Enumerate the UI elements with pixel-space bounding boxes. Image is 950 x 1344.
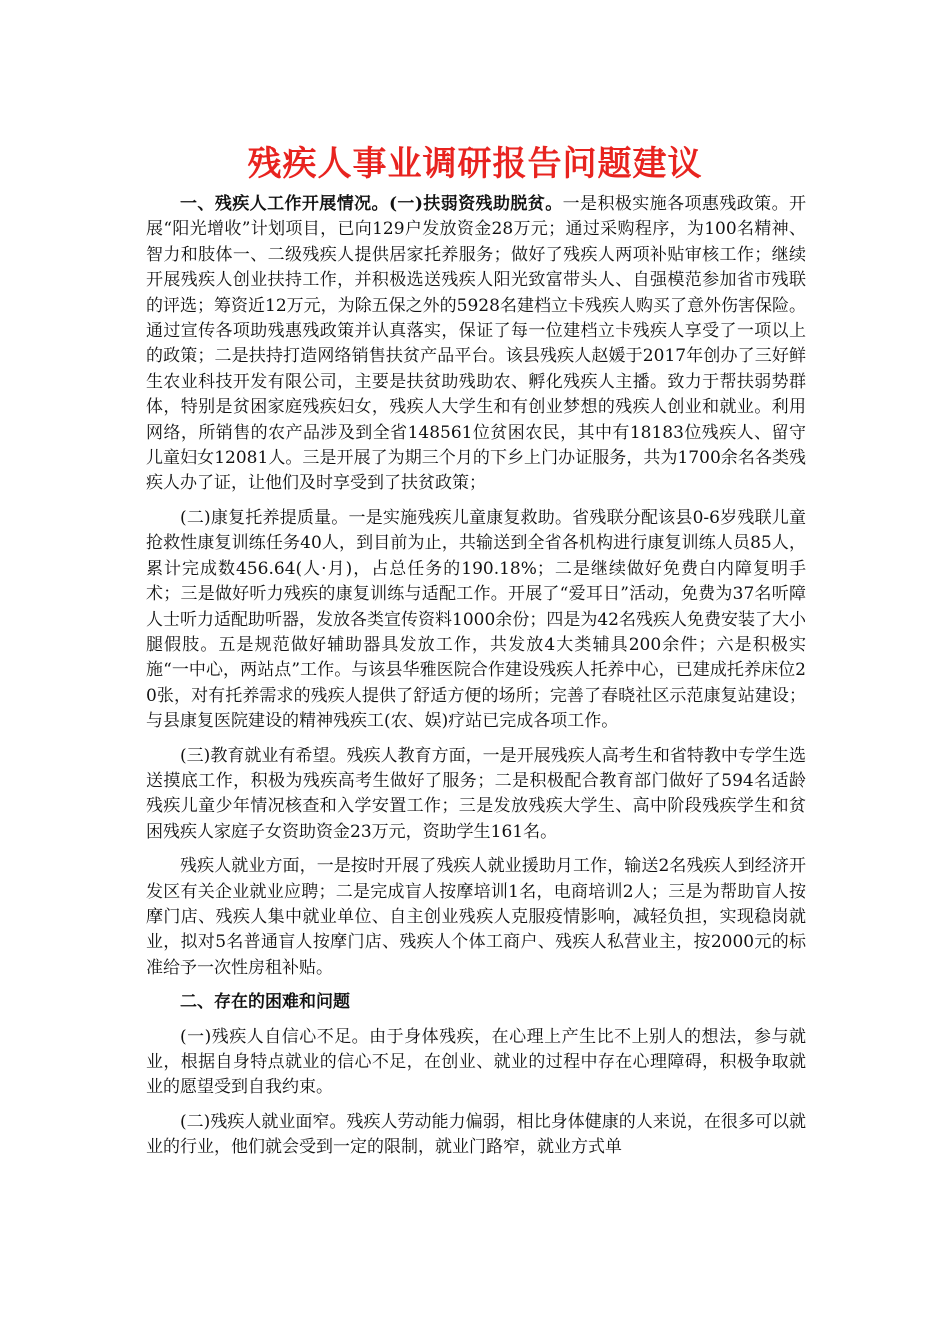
paragraph-6: (二)残疾人就业面窄。残疾人劳动能力偏弱，相比身体健康的人来说，在很多可以就业的行业，他们就会受到一定的限制，就业门路窄，就业方式单 bbox=[146, 1111, 806, 1158]
paragraph-5: (一)残疾人自信心不足。由于身体残疾，在心理上产生比不上别人的想法，参与就业，根据自身特点就业的信心不足，在创业、就业的过程中存在心理障碍，积极争取就业的愿望受到自我约束。 bbox=[146, 1026, 806, 1098]
paragraph-2: (二)康复托养提质量。一是实施残疾儿童康复救助。省残联分配该县0-6岁残联儿童抢救性康复训练任务40人，到目前为止，共输送到全省各机构进行康复训练人员85人，累计完成数456.64(人·月)，占总任务的190.18%；二是继续做好免费白内障复明手术；三是做好听力残疾的康复训练与适配工作。开展了“爱耳日”活动，免费为37名听障人士听力适配助听器，发放各类宣传资料1000余份；四是为42名残疾人免费安装了大小腿假肢。五是规范做好辅助器具发放工作，共发放4大类辅具200余件；六是积极实施“一中心，两站点”工作。与该县华雅医院合作建设残疾人托养中心，已建成托养床位20张，对有托养需求的残疾人提供了舒适方便的场所；完善了春晓社区示范康复站建设；与县康复医院建设的精神残疾工(农、娱)疗站已完成各项工作。 bbox=[146, 507, 806, 732]
paragraph-3: (三)教育就业有希望。残疾人教育方面，一是开展残疾人高考生和省特教中专学生选送摸底工作，积极为残疾高考生做好了服务；二是积极配合教育部门做好了594名适龄残疾儿童少年情况核查和入学安置工作；三是发放残疾大学生、高中阶段残疾学生和贫困残疾人家庭子女资助资金23万元，资助学生161名。 bbox=[146, 745, 806, 842]
subsection-heading-1: (一)扶弱资残助脱贫。 bbox=[388, 194, 563, 214]
section-heading-2: 二、存在的困难和问题 bbox=[180, 992, 350, 1013]
paragraph-1 bbox=[146, 192, 806, 497]
document-title: 残疾人事业调研报告问题建议 bbox=[247, 144, 703, 184]
paragraph-4: 残疾人就业方面，一是按时开展了残疾人就业援助月工作，输送2名残疾人到经济开发区有关企业就业应聘；二是完成盲人按摩培训1名，电商培训2人；三是为帮助盲人按摩门店、残疾人集中就业单位、自主创业残疾人克服疫情影响，减轻负担，实现稳岗就业，拟对5名普通盲人按摩门店、残疾人个体工商户、残疾人私营业主，按2000元的标准给予一次性房租补贴。 bbox=[146, 856, 806, 978]
section-heading-1: 一、残疾人工作开展情况。 bbox=[180, 194, 389, 214]
document-body bbox=[146, 192, 806, 1170]
paragraph-1-text: 一是积极实施各项惠残政策。开展“阳光增收”计划项目，已向129户发放资金28万元；通过采购程序，为100名精神、智力和肢体一、二级残疾人提供居家托养服务；做好了残疾人两项补贴审核工作；继续开展残疾人创业扶持工作，并积极选送残疾人阳光致富带头人、自强模范参加省市残联的评选；筹资近12万元，为除五保之外的5928名建档立卡残疾人购买了意外伤害保险。通过宣传各项助残惠残政策并认真落实，保证了每一位建档立卡残疾人享受了一项以上的政策；二是扶持打造网络销售扶贫产品平台。该县残疾人赵媛于2017年创办了三好鲜生农业科技开发有限公司，主要是扶贫助残助农、孵化残疾人主播。致力于帮扶弱势群体，特别是贫困家庭残疾妇女，残疾人大学生和有创业梦想的残疾人创业和就业。利用网络，所销售的农产品涉及到全省148561位贫困农民，其中有18183位残疾人、留守儿童妇女12081人。三是开展了为期三个月的下乡上门办证服务，共为1700余名各类残疾人办了证，让他们及时享受到了扶贫政策； bbox=[146, 194, 807, 494]
